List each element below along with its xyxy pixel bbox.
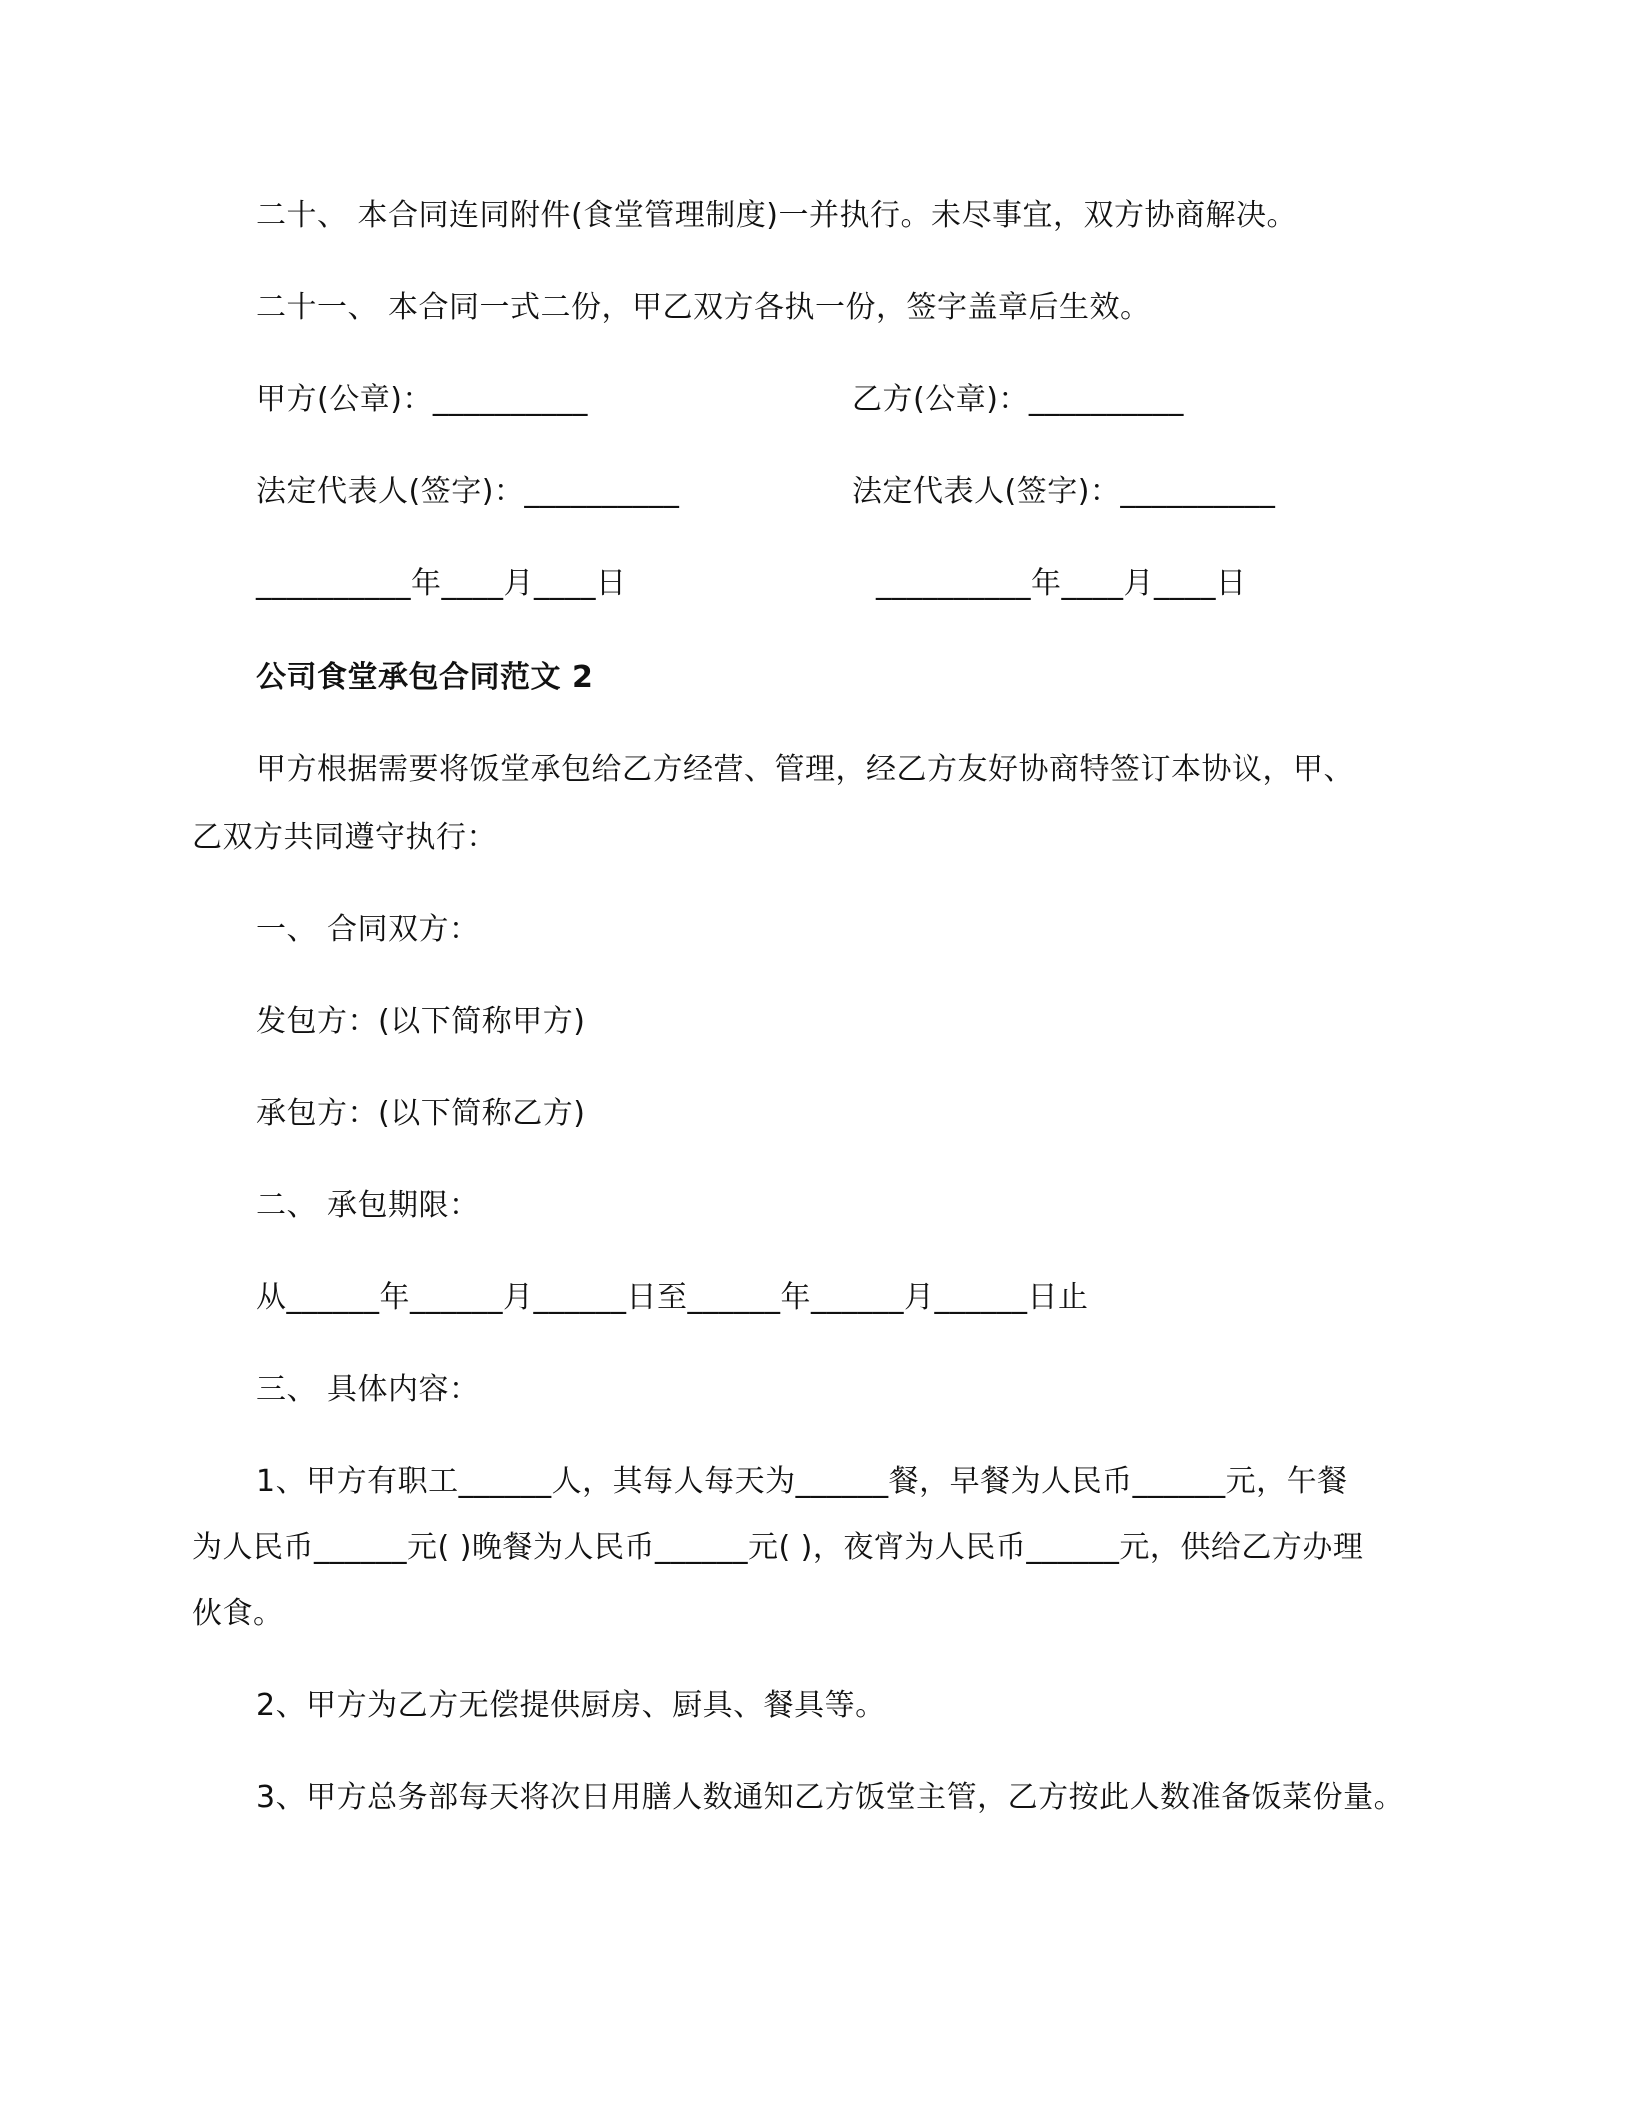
party-b-representative-field: 法定代表人(签字)：__________ (852, 474, 1276, 509)
item-1-line-3: 伙食。 (192, 1596, 284, 1631)
heading-contract-period: 二、 承包期限： (256, 1188, 480, 1223)
item-1-line-1: 1、甲方有职工______人，其每人每天为______餐，早餐为人民币______元，午餐 (256, 1464, 1348, 1499)
party-b-seal-field: 乙方(公章)：__________ (852, 382, 1184, 417)
issuer-line: 发包方：(以下简称甲方) (256, 1004, 586, 1039)
party-a-seal-field: 甲方(公章)：__________ (256, 382, 588, 417)
clause-20: 二十、 本合同连同附件(食堂管理制度)一并执行。未尽事宜，双方协商解决。 (256, 198, 1297, 233)
party-a-representative-field: 法定代表人(签字)：__________ (256, 474, 680, 509)
item-2: 2、甲方为乙方无偿提供厨房、厨具、餐具等。 (256, 1688, 886, 1723)
heading-specific-content: 三、 具体内容： (256, 1372, 480, 1407)
contractor-line: 承包方：(以下简称乙方) (256, 1096, 586, 1131)
heading-contract-parties: 一、 合同双方： (256, 912, 480, 947)
section-title: 公司食堂承包合同范文 2 (256, 660, 594, 695)
period-line: 从______年______月______日至______年______月______日止 (256, 1280, 1089, 1315)
intro-paragraph-line-1: 甲方根据需要将饭堂承包给乙方经营、管理，经乙方友好协商特签订本协议，甲、 (256, 752, 1354, 787)
party-b-date-field: __________年____月____日 (876, 566, 1247, 601)
item-3: 3、甲方总务部每天将次日用膳人数通知乙方饭堂主管，乙方按此人数准备饭菜份量。 (256, 1780, 1405, 1815)
intro-paragraph-line-2: 乙双方共同遵守执行： (192, 820, 497, 855)
clause-21: 二十一、 本合同一式二份，甲乙双方各执一份，签字盖章后生效。 (256, 290, 1151, 325)
party-a-date-field: __________年____月____日 (256, 566, 627, 601)
item-1-line-2: 为人民币______元( )晚餐为人民币______元( )，夜宵为人民币______元，供给乙方办理 (192, 1530, 1364, 1565)
